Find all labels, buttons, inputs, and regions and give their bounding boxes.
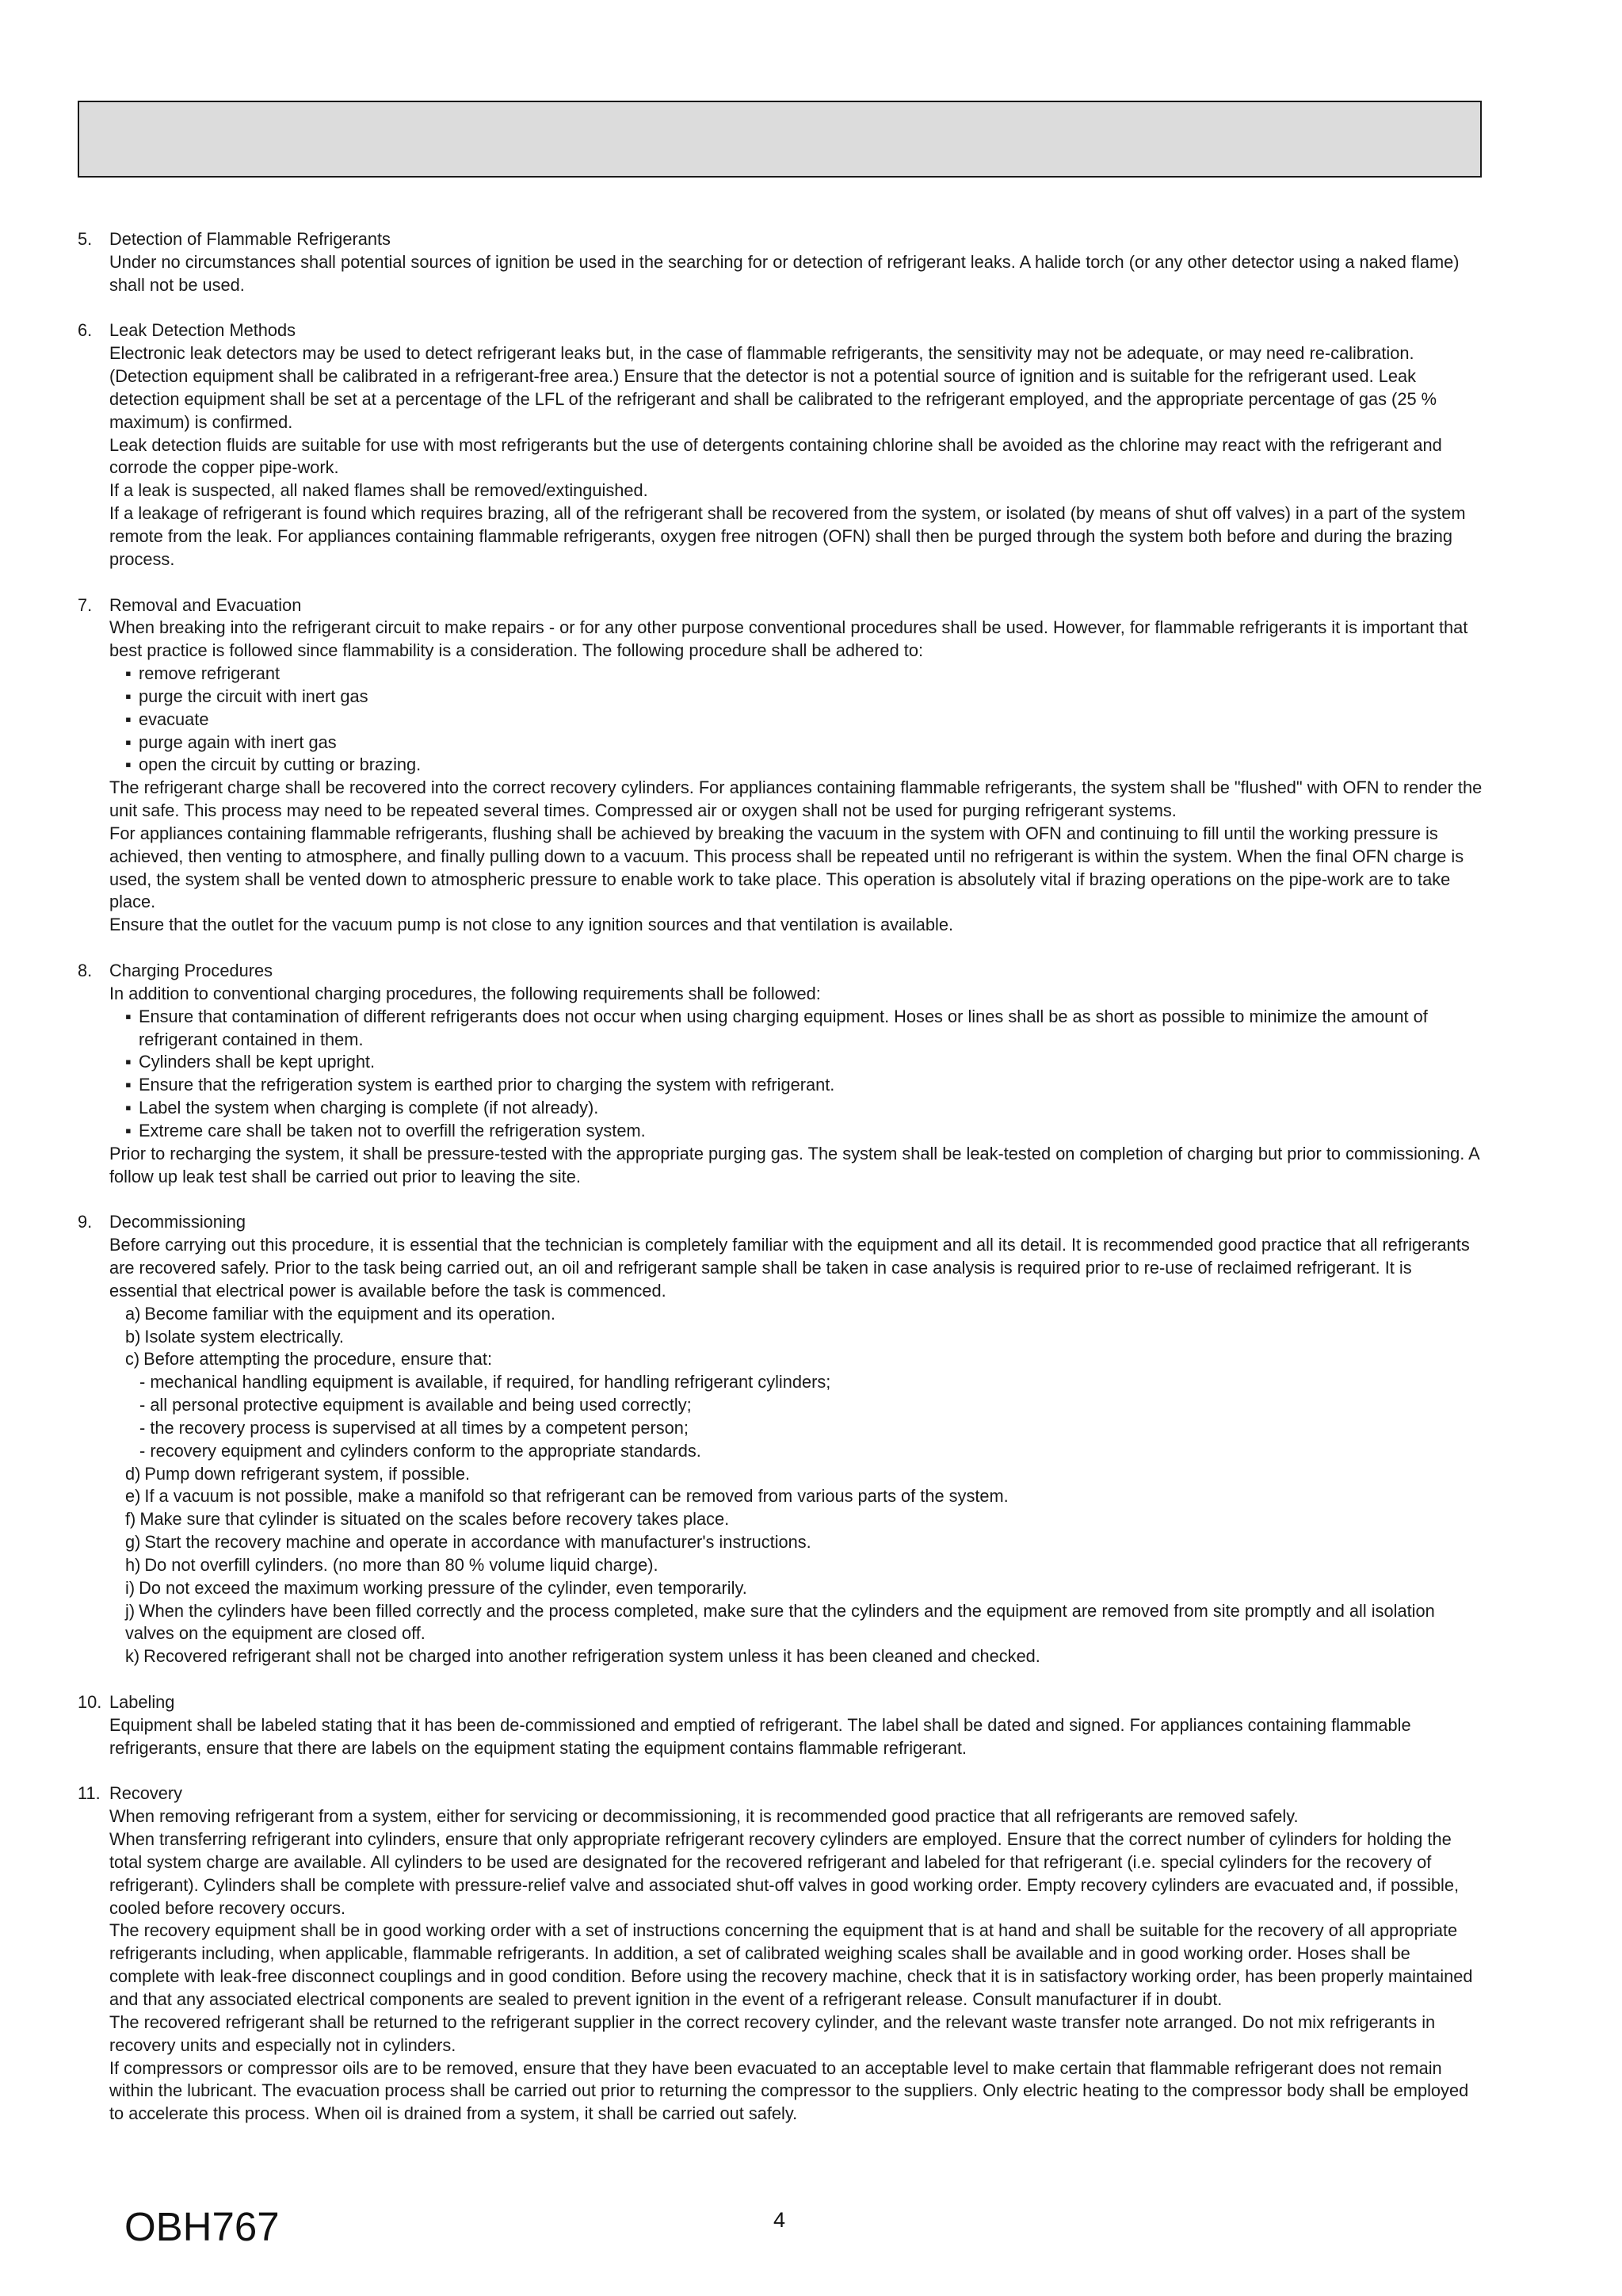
list-item: [125, 1508, 1484, 1531]
list-item: [125, 1600, 1484, 1646]
list-item: [125, 1463, 1484, 1486]
step-text: When the cylinders have been filled correctly and the process completed, make sure that the cylinders and the equipment are removed from site promptly and all isolation valves on the equipment are closed off.: [125, 1600, 1435, 1644]
paragraph: When removing refrigerant from a system, either for servicing or decommissioning, it is recommended good practice that all refrigerants are removed safely.: [109, 1806, 1299, 1827]
list-item: ▪ remove refrigerant: [125, 663, 1484, 686]
bullet-list: [109, 1006, 1484, 1143]
section-5: [78, 228, 1484, 297]
section-title: Leak Detection Methods: [109, 320, 296, 341]
list-item: [125, 1326, 1484, 1349]
bullet-list: [109, 663, 1484, 777]
section-6: [78, 319, 1484, 571]
paragraph: In addition to conventional charging procedures, the following requirements shall be followed:: [109, 983, 821, 1003]
step-text: Start the recovery machine and operate in accordance with manufacturer's instructions.: [144, 1532, 811, 1553]
step-text: Make sure that cylinder is situated on the scales before recovery takes place.: [139, 1509, 730, 1530]
step-label: i): [125, 1577, 135, 1598]
step-label: h): [125, 1554, 141, 1575]
list-item: [125, 1303, 1484, 1326]
page-number: 4: [773, 2208, 786, 2232]
list-item: [125, 1531, 1484, 1554]
paragraph: If a leak is suspected, all naked flames shall be removed/extinguished.: [109, 480, 648, 501]
section-title: Detection of Flammable Refrigerants: [109, 229, 391, 249]
list-item: - all personal protective equipment is available and being used correctly;: [139, 1395, 692, 1415]
list-item: [125, 1645, 1484, 1668]
paragraph: When transferring refrigerant into cylinders, ensure that only appropriate refrigerant recovery cylinders are employed. Ensure that the correct number of cylinders for holding the total system charge are available. All cylinders to be used are designated for the recovered refrigerant and labeled for that refrigerant (i.e. special cylinders for the recovery of refrigerant). Cylinders shall be complete with pressure-relief valve and associated shut-off valves in good working order. Empty recovery cylinders are evacuated and, if possible, cooled before recovery occurs.: [109, 1829, 1460, 1918]
paragraph: The recovery equipment shall be in good working order with a set of instructions concerning the equipment that is at hand and shall be suitable for the recovery of all appropriate refrigerants including, when applicable, flammable refrigerants. In addition, a set of calibrated weighing scales shall be available and in good working order. Hoses shall be complete with leak-free disconnect couplings and in good condition. Before using the recovery machine, check that it is in satisfactory working order, has been properly maintained and that any associated electrical components are sealed to prevent ignition in the event of a refrigerant release. Consult manufacturer if in doubt.: [109, 1920, 1473, 2009]
list-item: - recovery equipment and cylinders conform to the appropriate standards.: [139, 1440, 701, 1461]
paragraph: Ensure that the outlet for the vacuum pump is not close to any ignition sources and that ventilation is available.: [109, 915, 954, 935]
section-title: Recovery: [109, 1783, 183, 1804]
section-number: 5.: [78, 229, 93, 249]
section-11: [78, 1782, 1484, 2126]
step-label: g): [125, 1532, 141, 1553]
document-body: [78, 228, 1484, 2126]
list-item: [125, 1554, 1484, 1577]
step-list: [109, 1303, 1484, 1669]
step-label: d): [125, 1463, 141, 1484]
step-text: Pump down refrigerant system, if possible.: [144, 1463, 471, 1484]
section-number: 11.: [78, 1783, 101, 1804]
step-text: If a vacuum is not possible, make a manifold so that refrigerant can be removed from various parts of the system.: [144, 1486, 1009, 1507]
section-7: [78, 594, 1484, 938]
paragraph: Equipment shall be labeled stating that it has been de-commissioned and emptied of refrigerant. The label shall be dated and signed. For appliances containing flammable refrigerants, ensure that there are labels on the equipment stating the equipment contains flammable refrigerant.: [109, 1714, 1411, 1758]
paragraph: Electronic leak detectors may be used to detect refrigerant leaks but, in the case of flammable refrigerants, the sensitivity may not be adequate, or may need re-calibration. (Detection equipment shall be calibrated in a refrigerant-free area.) Ensure that the detector is not a potential source of ignition and is suitable for the refrigerant used. Leak detection equipment shall be set at a percentage of the LFL of the refrigerant and shall be calibrated to the refrigerant employed, and the appropriate percentage of gas (25 % maximum) is confirmed.: [109, 343, 1437, 432]
step-text: Do not exceed the maximum working pressure of the cylinder, even temporarily.: [139, 1577, 747, 1598]
section-heading: [78, 960, 1484, 983]
section-9: [78, 1211, 1484, 1668]
list-item: ▪ Ensure that contamination of different refrigerants does not occur when using charging equipment. Hoses or lines shall be as short as possible to minimize the amount of refrigerant contained in them.: [125, 1006, 1484, 1052]
paragraph: Under no circumstances shall potential sources of ignition be used in the searching for or detection of refrigerant leaks. A halide torch (or any other detector using a naked flame) shall not be used.: [109, 251, 1460, 295]
list-item: ▪ Extreme care shall be taken not to overfill the refrigeration system.: [125, 1120, 1484, 1143]
header-banner: [78, 101, 1482, 178]
list-item: ▪ Label the system when charging is complete (if not already).: [125, 1097, 1484, 1120]
list-item: [125, 1348, 1484, 1462]
list-item: [125, 1577, 1484, 1600]
section-heading: [78, 319, 1484, 342]
section-number: 9.: [78, 1212, 93, 1232]
section-heading: [78, 1211, 1484, 1234]
section-heading: [78, 1691, 1484, 1714]
list-item: - mechanical handling equipment is available, if required, for handling refrigerant cylinders;: [139, 1372, 831, 1392]
step-text: Before attempting the procedure, ensure that:: [143, 1349, 493, 1370]
list-item: ▪ open the circuit by cutting or brazing.: [125, 754, 1484, 777]
step-text: Isolate system electrically.: [144, 1326, 344, 1347]
section-number: 7.: [78, 594, 93, 615]
step-text: Do not overfill cylinders. (no more than 80 % volume liquid charge).: [144, 1554, 658, 1575]
list-item: ▪ Cylinders shall be kept upright.: [125, 1051, 1484, 1074]
model-code: OBH767: [124, 2204, 280, 2249]
list-item: - the recovery process is supervised at all times by a competent person;: [139, 1417, 689, 1438]
paragraph: The refrigerant charge shall be recovered into the correct recovery cylinders. For appliances containing flammable refrigerants, the system shall be "flushed" with OFN to render the unit safe. This process may need to be repeated several times. Compressed air or oxygen shall not be used for purging refrigerant systems.: [109, 777, 1483, 821]
section-heading: [78, 228, 1484, 251]
section-heading: [78, 594, 1484, 617]
section-number: 8.: [78, 961, 93, 980]
section-title: Removal and Evacuation: [109, 594, 302, 615]
list-item: [125, 1485, 1484, 1508]
paragraph: Leak detection fluids are suitable for use with most refrigerants but the use of detergents containing chlorine shall be avoided as the chlorine may react with the refrigerant and corrode the copper pipe-work.: [109, 434, 1442, 478]
step-label: a): [125, 1303, 141, 1324]
section-number: 10.: [78, 1692, 102, 1712]
step-label: e): [125, 1486, 141, 1507]
list-item: ▪ purge again with inert gas: [125, 732, 1484, 755]
step-label: k): [125, 1646, 140, 1667]
section-title: Charging Procedures: [109, 961, 273, 980]
section-8: [78, 960, 1484, 1188]
step-label: f): [125, 1509, 136, 1530]
section-title: Labeling: [109, 1692, 175, 1712]
sub-list: [125, 1371, 1484, 1462]
step-text: Recovered refrigerant shall not be charged into another refrigeration system unless it has been cleaned and checked.: [143, 1646, 1040, 1667]
step-label: c): [125, 1349, 140, 1370]
section-number: 6.: [78, 320, 93, 341]
step-text: Become familiar with the equipment and its operation.: [144, 1303, 555, 1324]
list-item: ▪ evacuate: [125, 709, 1484, 732]
section-10: [78, 1691, 1484, 1760]
paragraph: If compressors or compressor oils are to be removed, ensure that they have been evacuated to an acceptable level to make certain that flammable refrigerant does not remain within the lubricant. The evacuation process shall be carried out prior to returning the compressor to the suppliers. Only electric heating to the compressor body shall be employed to accelerate this process. When oil is drained from a system, it shall be carried out safely.: [109, 2057, 1469, 2124]
list-item: ▪ purge the circuit with inert gas: [125, 686, 1484, 709]
paragraph: Before carrying out this procedure, it is essential that the technician is completely familiar with the equipment and all its detail. It is recommended good practice that all refrigerants are recovered safely. Prior to the task being carried out, an oil and refrigerant sample shall be taken in case analysis is required prior to re-use of reclaimed refrigerant. It is essential that electrical power is available before the task is commenced.: [109, 1235, 1470, 1301]
step-label: j): [125, 1600, 135, 1621]
paragraph: If a leakage of refrigerant is found which requires brazing, all of the refrigerant shall be recovered from the system, or isolated (by means of shut off valves) in a part of the system remote from the leak. For appliances containing flammable refrigerants, oxygen free nitrogen (OFN) shall then be purged through the system both before and during the brazing process.: [109, 503, 1466, 569]
paragraph: For appliances containing flammable refrigerants, flushing shall be achieved by breaking the vacuum in the system with OFN and continuing to fill until the working pressure is achieved, then venting to atmosphere, and finally pulling down to a vacuum. This process shall be repeated until no refrigerant is within the system. When the final OFN charge is used, the system shall be vented down to atmospheric pressure to enable work to take place. This operation is absolutely vital if brazing operations on the pipe-work are to take place.: [109, 823, 1464, 912]
paragraph: When breaking into the refrigerant circuit to make repairs - or for any other purpose conventional procedures shall be used. However, for flammable refrigerants it is important that best practice is followed since flammability is a consideration. The following procedure shall be adhered to:: [109, 617, 1468, 661]
paragraph: The recovered refrigerant shall be returned to the refrigerant supplier in the correct recovery cylinder, and the relevant waste transfer note arranged. Do not mix refrigerants in recovery units and especially not in cylinders.: [109, 2011, 1436, 2055]
step-label: b): [125, 1326, 141, 1347]
section-title: Decommissioning: [109, 1212, 246, 1232]
paragraph: Prior to recharging the system, it shall be pressure-tested with the appropriate purging gas. The system shall be leak-tested on completion of charging but prior to commissioning. A follow up leak test shall be carried out prior to leaving the site.: [109, 1143, 1479, 1186]
section-heading: [78, 1782, 1484, 1805]
list-item: ▪ Ensure that the refrigeration system is earthed prior to charging the system with refrigerant.: [125, 1074, 1484, 1097]
